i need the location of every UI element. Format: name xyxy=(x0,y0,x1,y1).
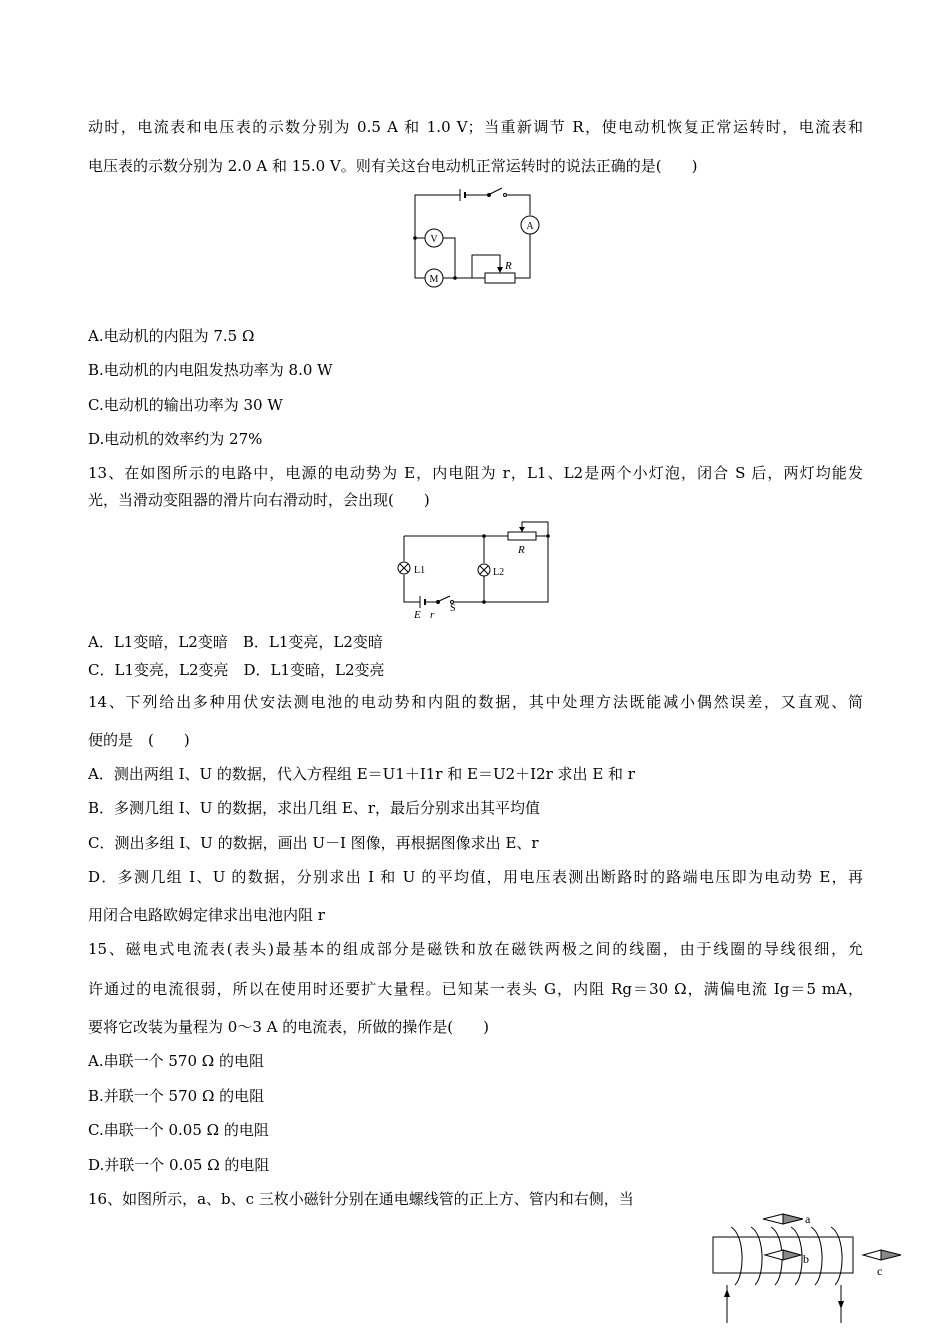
q14-option-d-line2: 用闭合电路欧姆定律求出电池内阻 r xyxy=(88,906,325,924)
q14-option-c: C．测出多组 I、U 的数据，画出 U－I 图像，再根据图像求出 E、r xyxy=(88,834,539,852)
q15-option-c: C.串联一个 0.05 Ω 的电阻 xyxy=(88,1121,269,1139)
q12-option-d: D.电动机的效率约为 27% xyxy=(88,430,263,448)
voltmeter-label: V xyxy=(430,234,438,245)
rheostat-label: R xyxy=(518,544,525,556)
q12-option-a: A.电动机的内阻为 7.5 Ω xyxy=(88,327,255,345)
internal-resistance-label: r xyxy=(430,609,435,621)
solenoid-diagram xyxy=(705,1205,915,1325)
lamp2-label: L2 xyxy=(493,567,505,578)
compass-needle-c-icon xyxy=(863,1250,901,1260)
current-out-arrow-icon xyxy=(838,1301,844,1309)
needle-c-label: c xyxy=(877,1264,883,1278)
lamp1-label: L1 xyxy=(414,565,426,576)
q15-option-b: B.并联一个 570 Ω 的电阻 xyxy=(88,1087,265,1105)
q13-options-line1: A．L1变暗，L2变暗 B．L1变亮，L2变暗 xyxy=(88,633,383,651)
q15-option-a: A.串联一个 570 Ω 的电阻 xyxy=(88,1052,264,1070)
q15-stem-line1: 15、磁电式电流表(表头)最基本的组成部分是磁铁和放在磁铁两极之间的线圈，由于线圈的导线很细，允 xyxy=(88,940,863,958)
q14-stem-line1: 14、下列给出多种用伏安法测电池的电动势和内阻的数据，其中处理方法既能减小偶然误差，又直观、简 xyxy=(88,693,863,711)
rheostat-slider-icon xyxy=(519,527,525,532)
q12-stem-line1: 动时，电流表和电压表的示数分别为 0.5 A 和 1.0 V；当重新调节 R，使电动机恢复正常运转时，电流表和 xyxy=(88,118,863,136)
emf-label: E xyxy=(414,609,421,621)
motor-circuit-diagram xyxy=(405,185,555,290)
q15-stem-line2: 许通过的电流很弱，所以在使用时还要扩大量程。已知某一表头 G，内阻 Rg＝30 Ω，满偏电流 Ig＝5 mA， xyxy=(88,980,863,998)
motor-label: M xyxy=(429,274,439,285)
switch-label: S xyxy=(450,603,456,614)
rheostat-slider-icon xyxy=(497,267,503,273)
current-in-arrow-icon xyxy=(724,1289,730,1297)
q13-stem-line2: 光，当滑动变阻器的滑片向右滑动时，会出现( ) xyxy=(88,491,430,509)
q13-options-line2: C．L1变亮，L2变亮 D．L1变暗，L2变亮 xyxy=(88,661,385,679)
lamp-circuit-diagram xyxy=(390,518,560,624)
needle-a-label: a xyxy=(805,1212,811,1226)
needle-b-label: b xyxy=(803,1252,809,1266)
q14-option-b: B．多测几组 I、U 的数据，求出几组 E、r，最后分别求出其平均值 xyxy=(88,799,541,817)
q13-stem-line1: 13、在如图所示的电路中，电源的电动势为 E，内电阻为 r，L1、L2是两个小灯泡，闭合 S 后，两灯均能发 xyxy=(88,464,863,482)
compass-needle-a-icon xyxy=(763,1214,803,1224)
q14-option-a: A．测出两组 I、U 的数据，代入方程组 E＝U1＋I1r 和 E＝U2＋I2r 求出 E 和 r xyxy=(88,765,635,783)
compass-needle-b-icon xyxy=(765,1250,801,1260)
q12-option-c: C.电动机的输出功率为 30 W xyxy=(88,396,283,414)
ammeter-label: A xyxy=(526,221,534,232)
q12-option-b: B.电动机的内电阻发热功率为 8.0 W xyxy=(88,361,333,379)
q14-option-d-line1: D．多测几组 I、U 的数据，分别求出 I 和 U 的平均值，用电压表测出断路时的路端电压即为电动势 E，再 xyxy=(88,868,863,886)
q15-option-d: D.并联一个 0.05 Ω 的电阻 xyxy=(88,1156,270,1174)
q14-stem-line2: 便的是 ( ) xyxy=(88,731,190,749)
q16-stem-line1: 16、如图所示，a、b、c 三枚小磁针分别在通电螺线管的正上方、管内和右侧，当 xyxy=(88,1190,634,1208)
q15-stem-line3: 要将它改装为量程为 0～3 A 的电流表，所做的操作是( ) xyxy=(88,1018,489,1036)
q12-stem-line2: 电压表的示数分别为 2.0 A 和 15.0 V。则有关这台电动机正常运转时的说法正确的是( ) xyxy=(88,157,698,175)
rheostat-label: R xyxy=(505,260,512,272)
